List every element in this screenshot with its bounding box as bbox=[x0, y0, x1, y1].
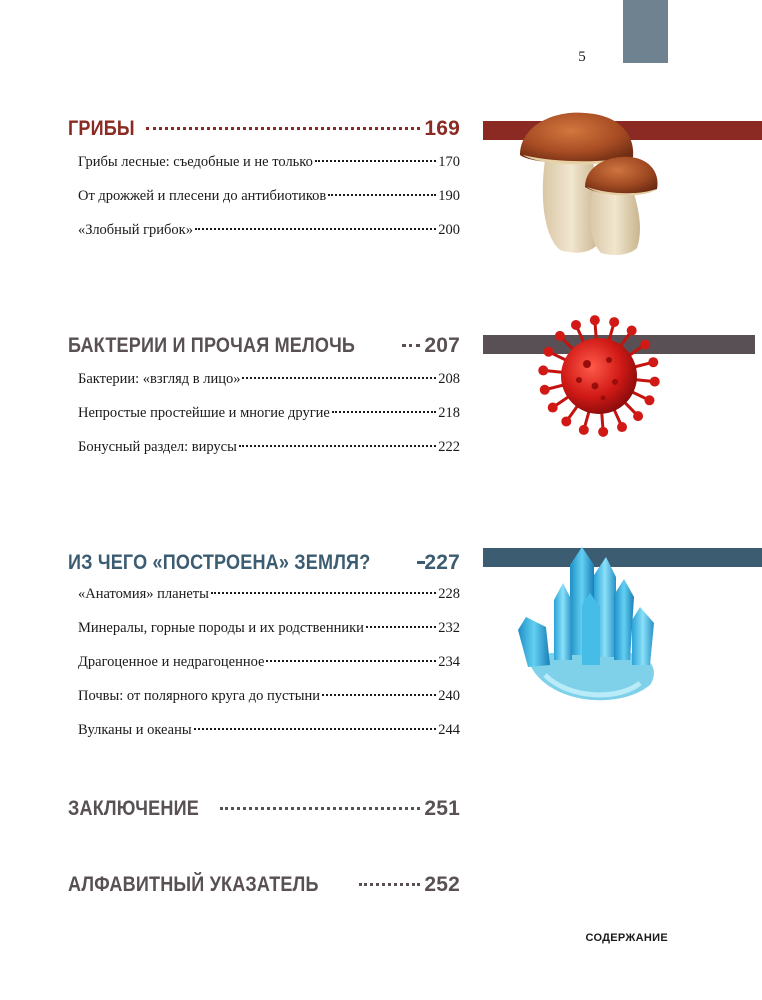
dot-leader bbox=[420, 561, 421, 564]
toc-heading[interactable] bbox=[68, 333, 460, 359]
toc-entry-page: 200 bbox=[438, 222, 460, 238]
toc-entry-page: 240 bbox=[438, 688, 460, 704]
dot-leader bbox=[359, 883, 420, 886]
toc-entry[interactable] bbox=[78, 220, 460, 240]
toc-entry-page: 208 bbox=[438, 371, 460, 387]
toc-entry-title: Вулканы и океаны bbox=[78, 722, 192, 738]
toc-entry[interactable] bbox=[78, 686, 460, 706]
corner-tab bbox=[623, 0, 668, 63]
toc-heading[interactable] bbox=[68, 796, 460, 822]
toc-entry-page: 234 bbox=[438, 654, 460, 670]
dot-leader bbox=[211, 592, 436, 594]
dot-leader bbox=[239, 445, 436, 447]
toc-entry[interactable] bbox=[78, 437, 460, 457]
toc-entry-title: «Анатомия» планеты bbox=[78, 586, 209, 602]
toc-heading[interactable] bbox=[68, 116, 460, 142]
running-footer: СОДЕРЖАНИЕ bbox=[585, 932, 668, 944]
toc-section-earth bbox=[68, 550, 460, 740]
dot-leader bbox=[315, 160, 436, 162]
toc-entry[interactable] bbox=[78, 152, 460, 172]
dot-leader bbox=[146, 127, 421, 130]
toc-entry-title: «Злобный грибок» bbox=[78, 222, 193, 238]
toc-entry-title: Бактерии: «взгляд в лицо» bbox=[78, 371, 241, 387]
dot-leader bbox=[332, 411, 436, 413]
toc-section-index bbox=[68, 872, 460, 898]
dot-leader bbox=[328, 194, 436, 196]
toc-entry[interactable] bbox=[78, 584, 460, 604]
toc-entry-page: 222 bbox=[438, 439, 460, 455]
toc-heading[interactable] bbox=[68, 550, 460, 576]
toc-heading-page: 252 bbox=[424, 873, 460, 896]
toc-entry-page: 232 bbox=[438, 620, 460, 636]
toc-heading-page: 169 bbox=[424, 117, 460, 140]
dot-leader bbox=[194, 728, 437, 730]
toc-entry-title: Грибы лесные: съедобные и не только bbox=[78, 154, 313, 170]
toc-entry[interactable] bbox=[78, 186, 460, 206]
toc-section-mushrooms bbox=[68, 116, 460, 240]
toc-section-bacteria bbox=[68, 333, 460, 457]
dot-leader bbox=[220, 807, 420, 810]
toc-section-conclusion bbox=[68, 796, 460, 822]
toc-entry-title: Драгоценное и недрагоценное bbox=[78, 654, 265, 670]
toc-heading-title: БАКТЕРИИ И ПРОЧАЯ МЕЛОЧЬ bbox=[68, 334, 356, 357]
toc-heading-page: 207 bbox=[424, 334, 460, 357]
mushroom-image bbox=[515, 105, 665, 260]
toc-heading-title: ИЗ ЧЕГО «ПОСТРОЕНА» ЗЕМЛЯ? bbox=[68, 551, 371, 574]
toc-entry-title: Минералы, горные породы и их родственники bbox=[78, 620, 364, 636]
virus-image bbox=[535, 312, 663, 440]
dot-leader bbox=[195, 228, 436, 230]
dot-leader bbox=[402, 344, 421, 347]
toc-entry-page: 218 bbox=[438, 405, 460, 421]
toc-entry-title: Непростые простейшие и многие другие bbox=[78, 405, 330, 421]
page-number: 5 bbox=[578, 49, 586, 65]
toc-heading-title: АЛФАВИТНЫЙ УКАЗАТЕЛЬ bbox=[68, 873, 319, 896]
toc-heading-title: ГРИБЫ bbox=[68, 117, 135, 140]
toc-entry-page: 244 bbox=[438, 722, 460, 738]
toc-entry[interactable] bbox=[78, 720, 460, 740]
toc-entry-page: 170 bbox=[438, 154, 460, 170]
dot-leader bbox=[366, 626, 436, 628]
dot-leader bbox=[242, 377, 436, 379]
dot-leader bbox=[322, 694, 436, 696]
toc-entry-title: От дрожжей и плесени до антибиотиков bbox=[78, 188, 327, 204]
toc-entry-page: 190 bbox=[438, 188, 460, 204]
toc-entry-title: Бонусный раздел: вирусы bbox=[78, 439, 237, 455]
toc-heading-page: 227 bbox=[424, 551, 460, 574]
toc-entry[interactable] bbox=[78, 618, 460, 638]
toc-entry-title: Почвы: от полярного круга до пустыни bbox=[78, 688, 321, 704]
dot-leader bbox=[266, 660, 436, 662]
toc-entry-page: 228 bbox=[438, 586, 460, 602]
toc-heading[interactable] bbox=[68, 872, 460, 898]
toc-heading-page: 251 bbox=[424, 797, 460, 820]
toc-entry[interactable] bbox=[78, 369, 460, 389]
toc-entry[interactable] bbox=[78, 403, 460, 423]
crystal-image bbox=[510, 535, 665, 715]
toc-entry[interactable] bbox=[78, 652, 460, 672]
toc-heading-title: ЗАКЛЮЧЕНИЕ bbox=[68, 797, 199, 820]
